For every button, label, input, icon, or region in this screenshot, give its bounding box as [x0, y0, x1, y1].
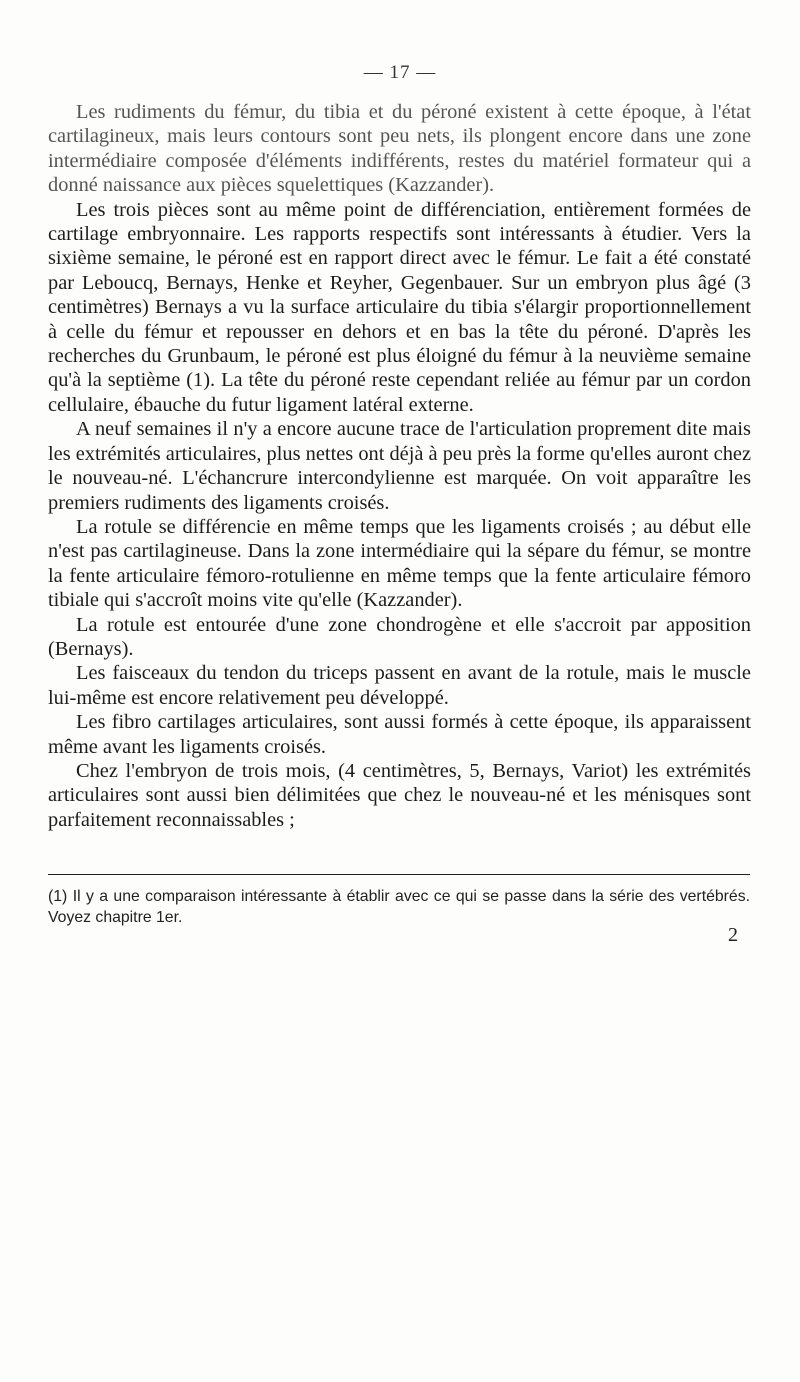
body-text: [48, 100, 751, 832]
paragraph-4: La rotule se différencie en même temps que les ligaments croisés ; au début elle n'est pas cartilagineuse. Dans la zone intermédiaire qui la sépare du fémur, se montre la fente articulaire fémoro-rotulienne en même temps que la fente articulaire fémoro tibiale qui s'accroît moins vite qu'elle (Kazzander).: [48, 515, 751, 612]
paragraph-3: A neuf semaines il n'y a encore aucune trace de l'articulation proprement dite mais les extrémités articulaires, plus nettes ont déjà à peu près la forme qu'elles auront chez le nouveau-né. L'échancrure intercondylienne est marquée. On voit apparaître les premiers rudiments des ligaments croisés.: [48, 418, 751, 514]
paragraph-7: Les fibro cartilages articulaires, sont aussi formés à cette époque, ils apparaissent même avant les ligaments croisés.: [48, 711, 751, 758]
paragraph-2: Les trois pièces sont au même point de différenciation, entièrement formées de cartilage embryonnaire. Les rapports respectifs sont intéressants à étudier. Vers la sixième semaine, le péroné est en rapport direct avec le fémur. Le fait a été constaté par Leboucq, Bernays, Henke et Reyher, Gegenbauer. Sur un embryon plus âgé (3 centimètres) Bernays a vu la surface articulaire du tibia s'élargir proportionnellement à celle du fémur et repousser en dehors et en bas la tête du péroné. D'après les recherches du Grunbaum, le péroné est plus éloigné du fémur à la neuvième semaine qu'à la septième (1). La tête du péroné reste cependant reliée au fémur par un cordon cellulaire, ébauche du futur ligament latéral externe.: [48, 198, 751, 416]
footnote-divider: [48, 874, 750, 875]
paragraph-1: Les rudiments du fémur, du tibia et du péroné existent à cette époque, à l'état cartilagineux, mais leurs contours sont peu nets, ils plongent encore dans une zone intermédiaire composée d'éléments indifférents, restes du matériel formateur qui a donné naissance aux pièces squelettiques (Kazzander).: [48, 101, 751, 197]
paragraph-5: La rotule est entourée d'une zone chondrogène et elle s'accroit par apposition (Bernays).: [48, 613, 751, 660]
paragraph-8: Chez l'embryon de trois mois, (4 centimètres, 5, Bernays, Variot) les extrémités articulaires sont aussi bien délimitées que chez le nouveau-né et les ménisques sont parfaitement reconnaissables ;: [48, 759, 751, 831]
signature-mark: 2: [728, 924, 738, 946]
page-number: — 17 —: [363, 62, 437, 83]
paragraph-6: Les faisceaux du tendon du triceps passent en avant de la rotule, mais le muscle lui-même est encore relativement peu développé.: [48, 662, 751, 709]
footnote: (1) Il y a une comparaison intéressante à établir avec ce qui se passe dans la série des vertébrés. Voyez chapitre 1er.: [48, 888, 750, 926]
